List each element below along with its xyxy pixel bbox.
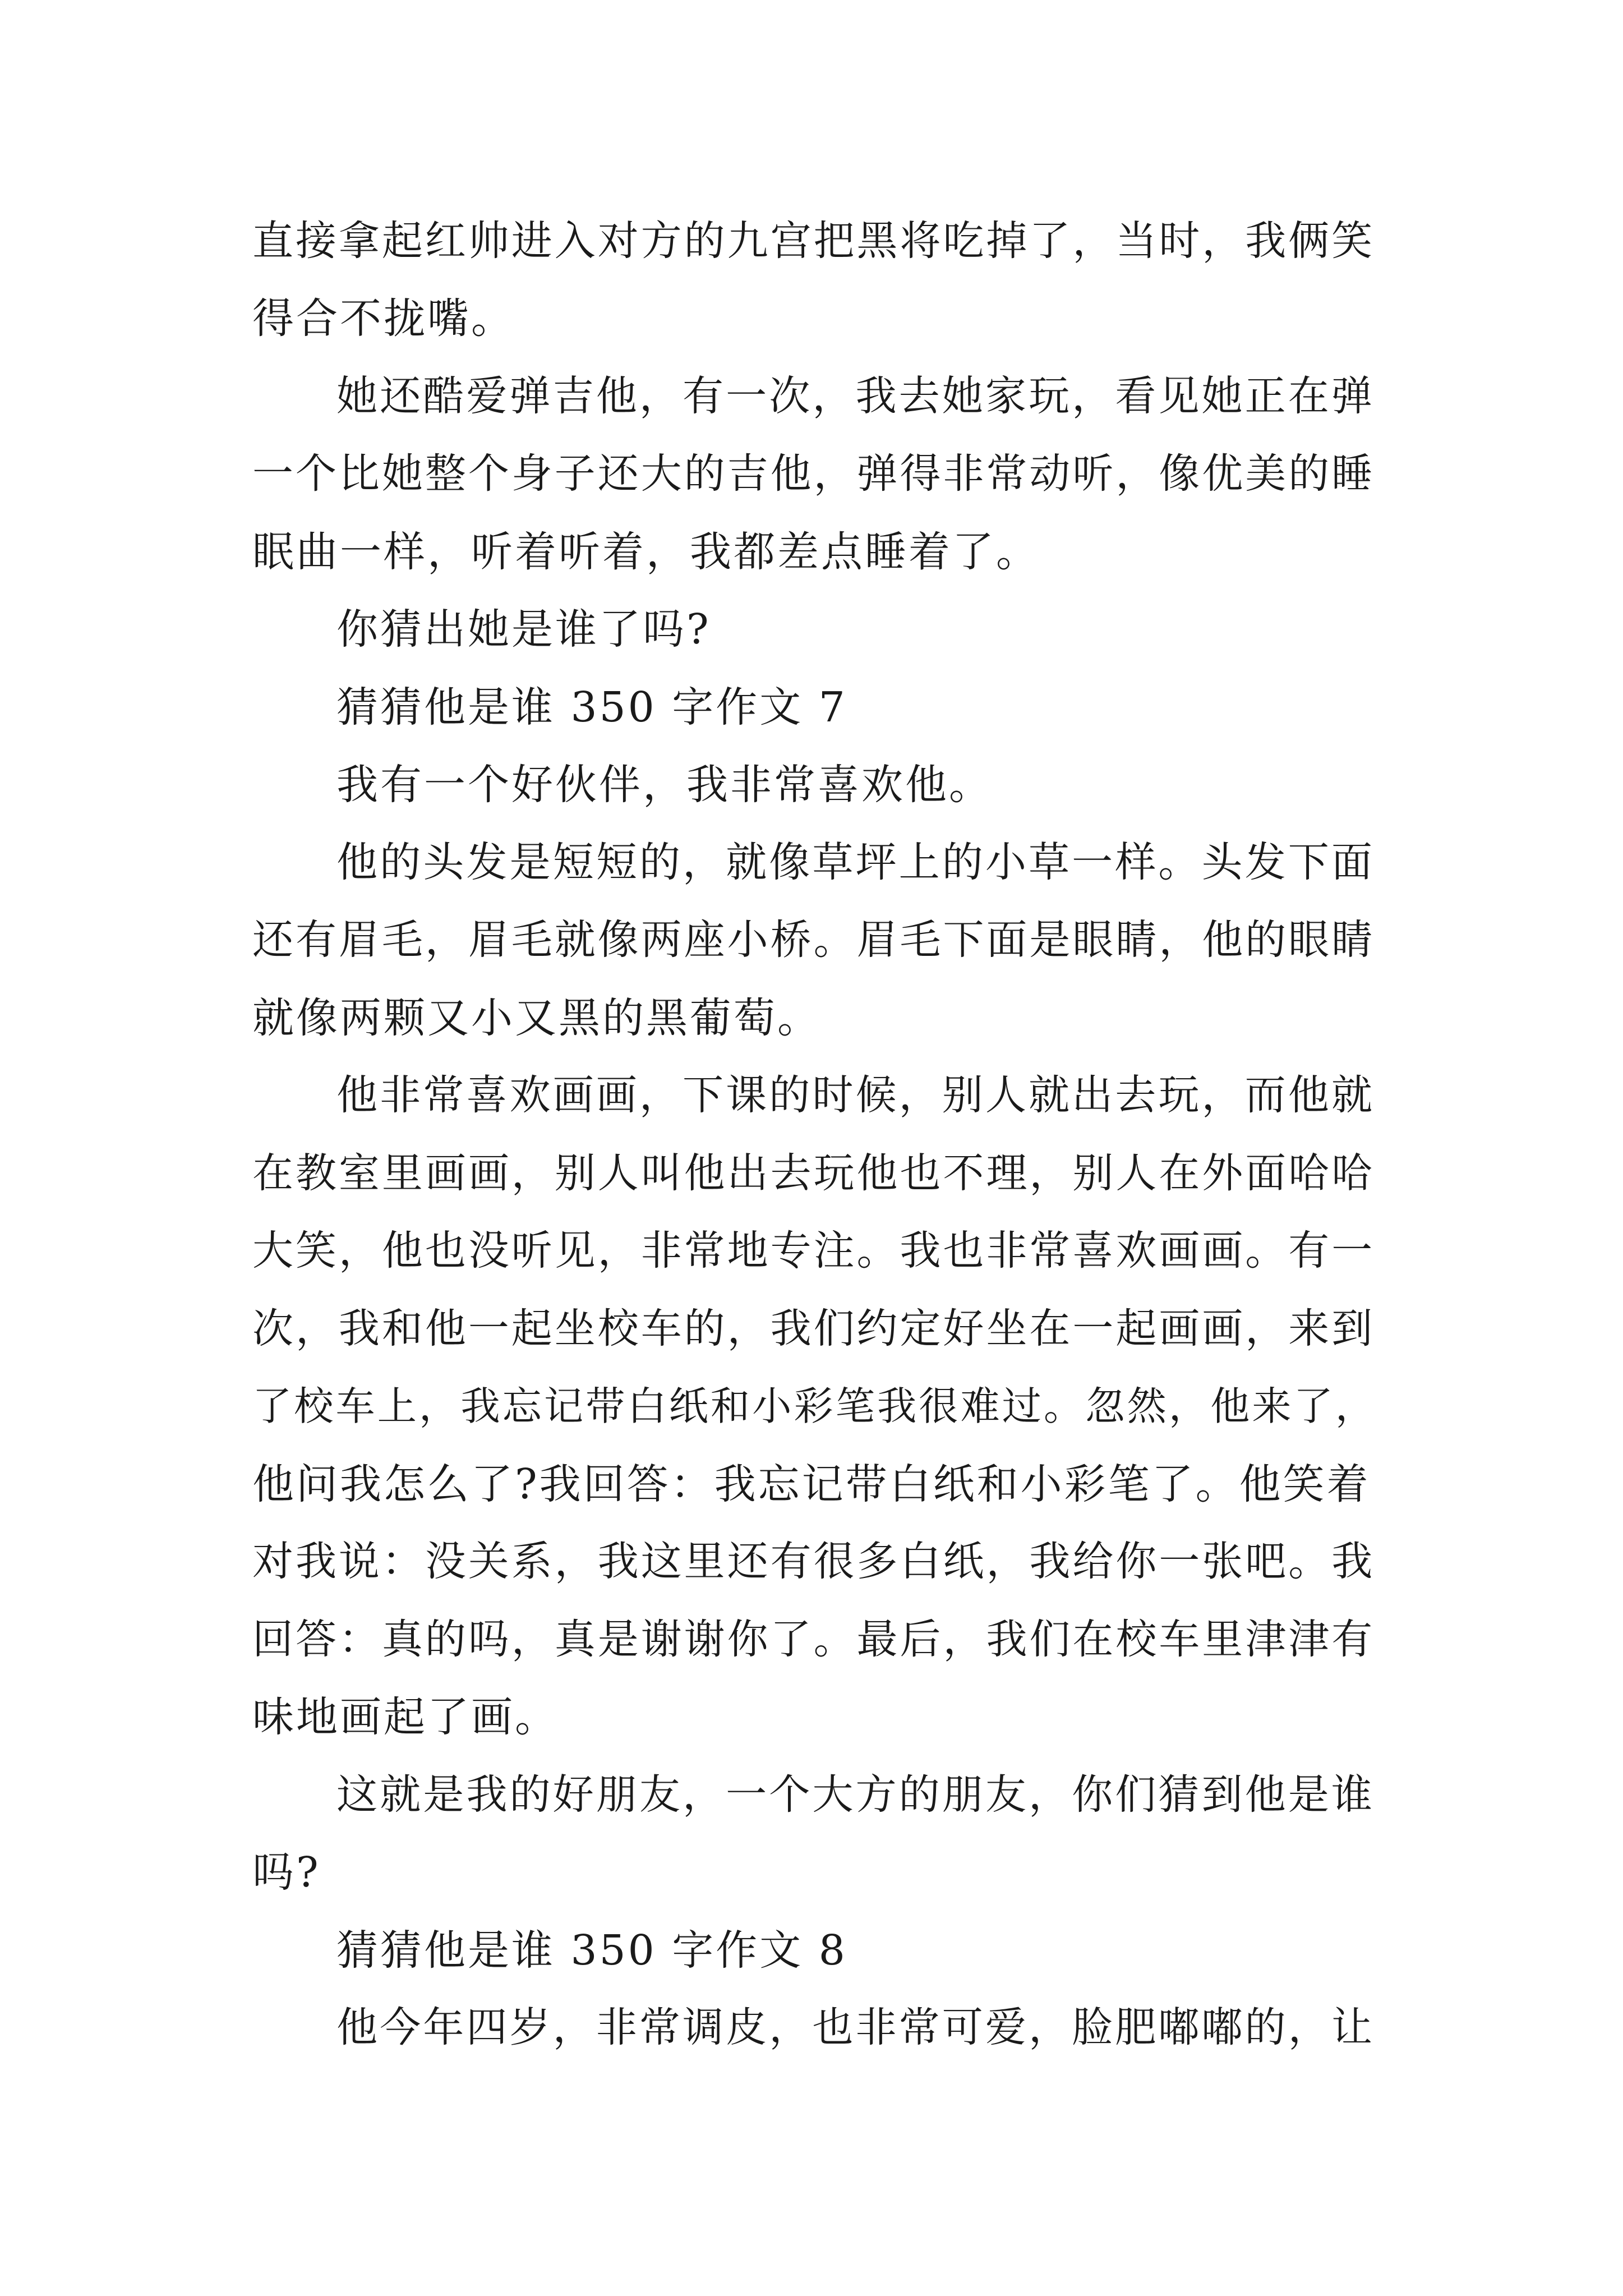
text-line: 他的头发是短短的，就像草坪上的小草一样。头发下面 xyxy=(336,839,1375,886)
text-line: 在教室里画画，别人叫他出去玩他也不理，别人在外面哈哈 xyxy=(252,1149,1375,1197)
text-line: 他今年四岁，非常调皮，也非常可爱，脸肥嘟嘟的，让 xyxy=(336,2004,1375,2051)
text-line: 这就是我的好朋友，一个大方的朋友，你们猜到他是谁 xyxy=(336,1771,1375,1819)
text-line: 一个比她整个身子还大的吉他，弹得非常动听，像优美的睡 xyxy=(252,450,1375,498)
text-line: 次，我和他一起坐校车的，我们约定好坐在一起画画，来到 xyxy=(252,1305,1375,1352)
text-line: 眠曲一样，听着听着，我都差点睡着了。 xyxy=(252,528,1040,576)
text-line: 就像两颗又小又黑的黑葡萄。 xyxy=(252,994,821,1042)
text-line: 大笑，他也没听见，非常地专注。我也非常喜欢画画。有一 xyxy=(252,1227,1375,1274)
text-line: 他非常喜欢画画，下课的时候，别人就出去玩，而他就 xyxy=(336,1071,1375,1119)
text-line: 味地画起了画。 xyxy=(252,1693,559,1741)
text-line: 我有一个好伙伴，我非常喜欢他。 xyxy=(336,761,993,809)
text-line: 直接拿起红帅进入对方的九宫把黑将吃掉了，当时，我俩笑 xyxy=(252,217,1375,265)
text-line: 还有眉毛，眉毛就像两座小桥。眉毛下面是眼睛，他的眼睛 xyxy=(252,916,1375,964)
text-line: 对我说：没关系，我这里还有很多白纸，我给你一张吧。我 xyxy=(252,1538,1375,1585)
text-line: 吗? xyxy=(252,1848,321,1897)
text-line: 回答：真的吗，真是谢谢你了。最后，我们在校车里津津有 xyxy=(252,1616,1375,1663)
text-line: 了校车上，我忘记带白纸和小彩笔我很难过。忽然，他来了， xyxy=(252,1383,1377,1429)
text-line: 她还酷爱弹吉他，有一次，我去她家玩，看见她正在弹 xyxy=(336,372,1375,420)
text-line: 他问我怎么了?我回答：我忘记带白纸和小彩笔了。他笑着 xyxy=(252,1460,1371,1508)
section-heading: 猜猜他是谁 350 字作文 8 xyxy=(336,1926,847,1975)
text-line: 得合不拢嘴。 xyxy=(252,295,515,343)
section-heading: 猜猜他是谁 350 字作文 7 xyxy=(336,683,847,731)
text-line: 你猜出她是谁了吗? xyxy=(336,605,711,654)
